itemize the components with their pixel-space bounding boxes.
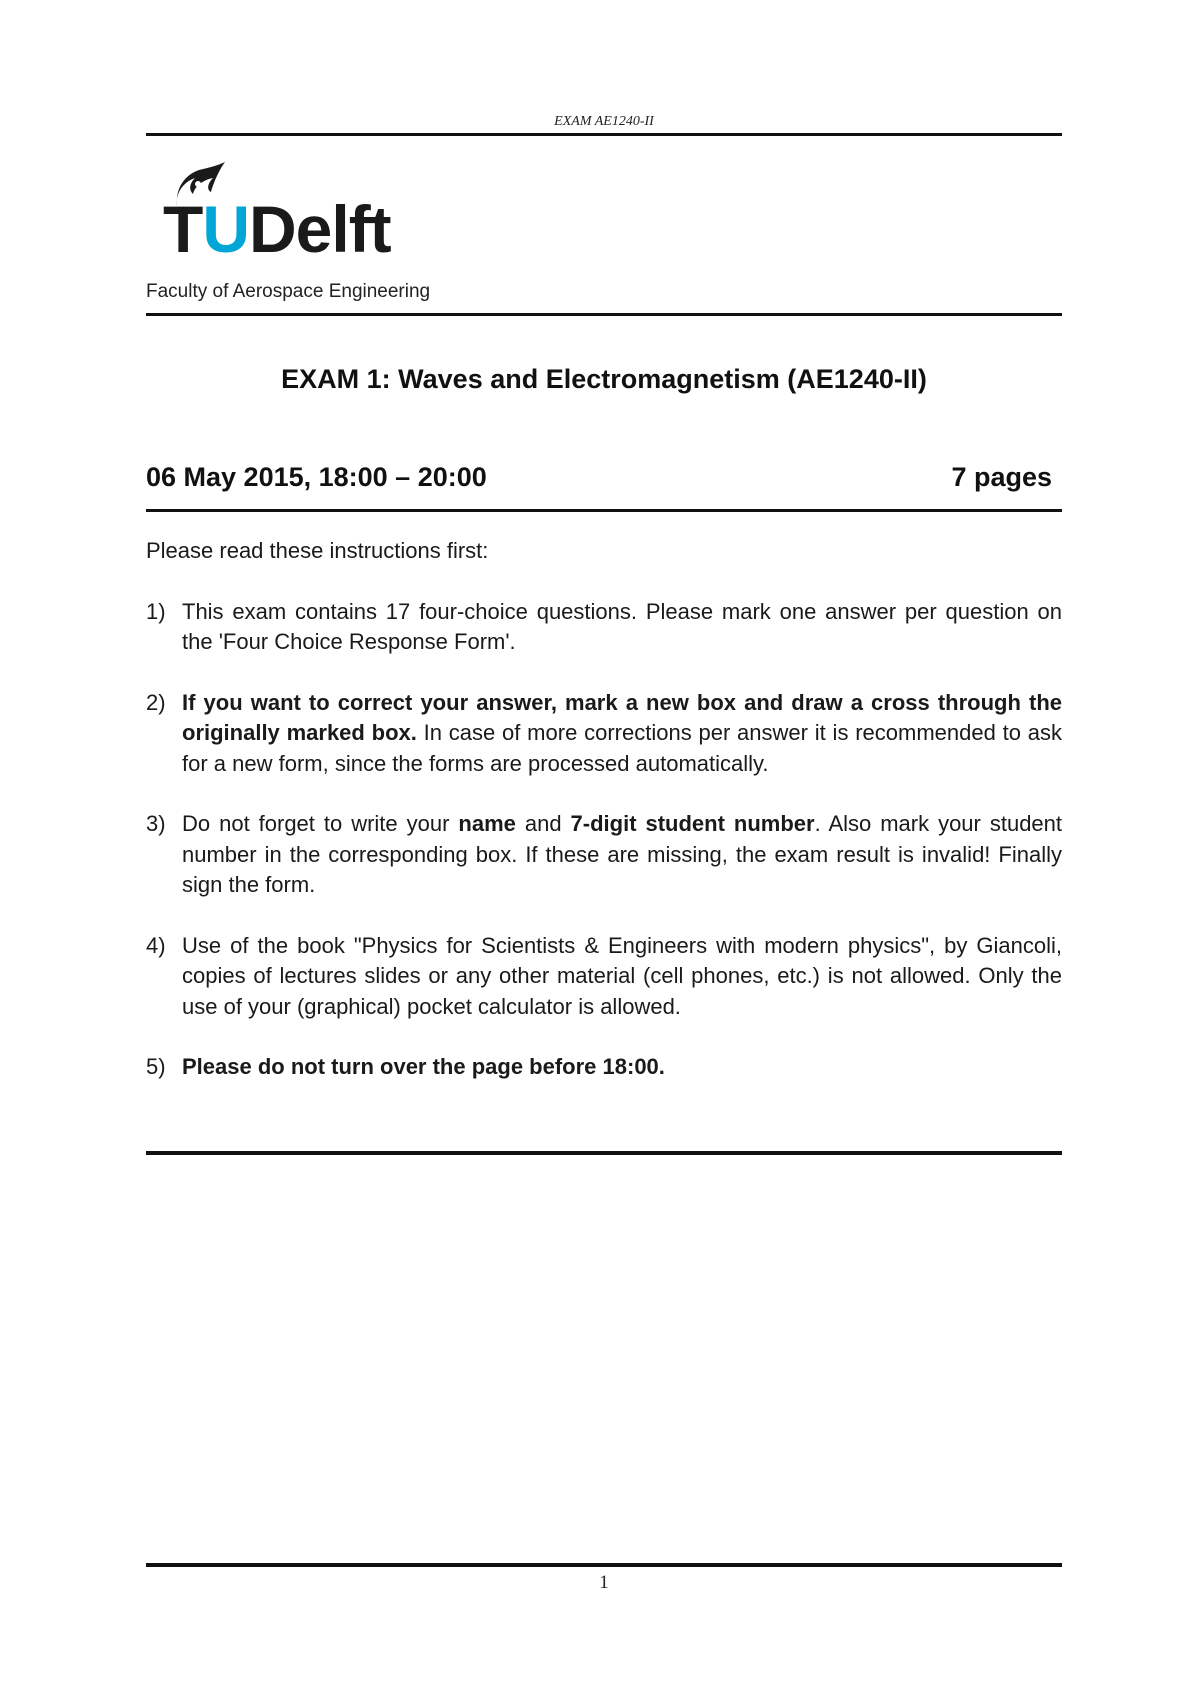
instruction-number: 5) xyxy=(146,1054,166,1079)
instruction-number: 3) xyxy=(146,811,166,836)
instruction-number: 2) xyxy=(146,689,166,715)
instruction-text: This exam contains 17 four-choice questions. Please mark one answer per question on the 'Four Choice Response Form'. xyxy=(182,598,1062,654)
faculty-name: Faculty of Aerospace Engineering xyxy=(146,281,431,302)
exam-page-count: 7 pages xyxy=(951,462,1052,492)
instruction-text xyxy=(182,688,1062,780)
running-header: EXAM AE1240-II xyxy=(554,114,654,129)
logo-delft: Delft xyxy=(249,192,391,266)
date-rule xyxy=(146,509,1062,512)
tu-delft-logo xyxy=(163,160,423,270)
instructions-intro: Please read these instructions first: xyxy=(146,538,489,563)
instruction-text xyxy=(182,1052,1062,1083)
instruction-item xyxy=(146,597,1062,658)
logo-u: U xyxy=(202,192,249,266)
page-number: 1 xyxy=(599,1572,609,1593)
instructions xyxy=(146,536,1062,1113)
instruction-number: 4) xyxy=(146,932,166,958)
header-rule xyxy=(146,133,1062,136)
instruction-rest: In case of more corrections per answer it is recommended to ask for a new form, since the forms are processed automatically. xyxy=(182,720,1063,776)
instruction-item xyxy=(146,931,1062,1023)
instruction-segment: . Also mark your student number in the corresponding box. If these are missing, the exam result is invalid! Finally sign the form. xyxy=(182,811,1063,897)
instruction-text: Use of the book "Physics for Scientists & Engineers with modern physics", by Giancoli, copies of lectures slides or any other material (cell phones, etc.) is not allowed. Only the use of your (graphical) pocket calculator is allowed. xyxy=(182,932,1062,1019)
instruction-item xyxy=(146,688,1062,780)
instruction-item xyxy=(146,1052,1062,1083)
instruction-emphasis: name xyxy=(458,811,516,836)
instruction-segment: and xyxy=(515,811,571,836)
instruction-emphasis: 7-digit student number xyxy=(570,811,815,836)
instruction-emphasis: Please do not turn over the page before 18:00. xyxy=(182,1054,665,1079)
instruction-segment: Do not forget to write your xyxy=(182,811,459,836)
exam-title: EXAM 1: Waves and Electromagnetism (AE1240-II) xyxy=(281,364,927,394)
logo-rule xyxy=(146,313,1062,316)
logo-wordmark xyxy=(163,192,391,266)
footer-rule xyxy=(146,1563,1062,1567)
instructions-end-rule xyxy=(146,1151,1062,1155)
instruction-text xyxy=(182,809,1062,901)
instruction-number: 1) xyxy=(146,598,166,624)
exam-date-time: 06 May 2015, 18:00 – 20:00 xyxy=(146,462,487,492)
logo-t: T xyxy=(163,192,203,266)
instruction-item xyxy=(146,809,1062,901)
instruction-emphasis: If you want to correct your answer, mark a new box and draw a cross through the originally marked box. xyxy=(182,689,1062,745)
